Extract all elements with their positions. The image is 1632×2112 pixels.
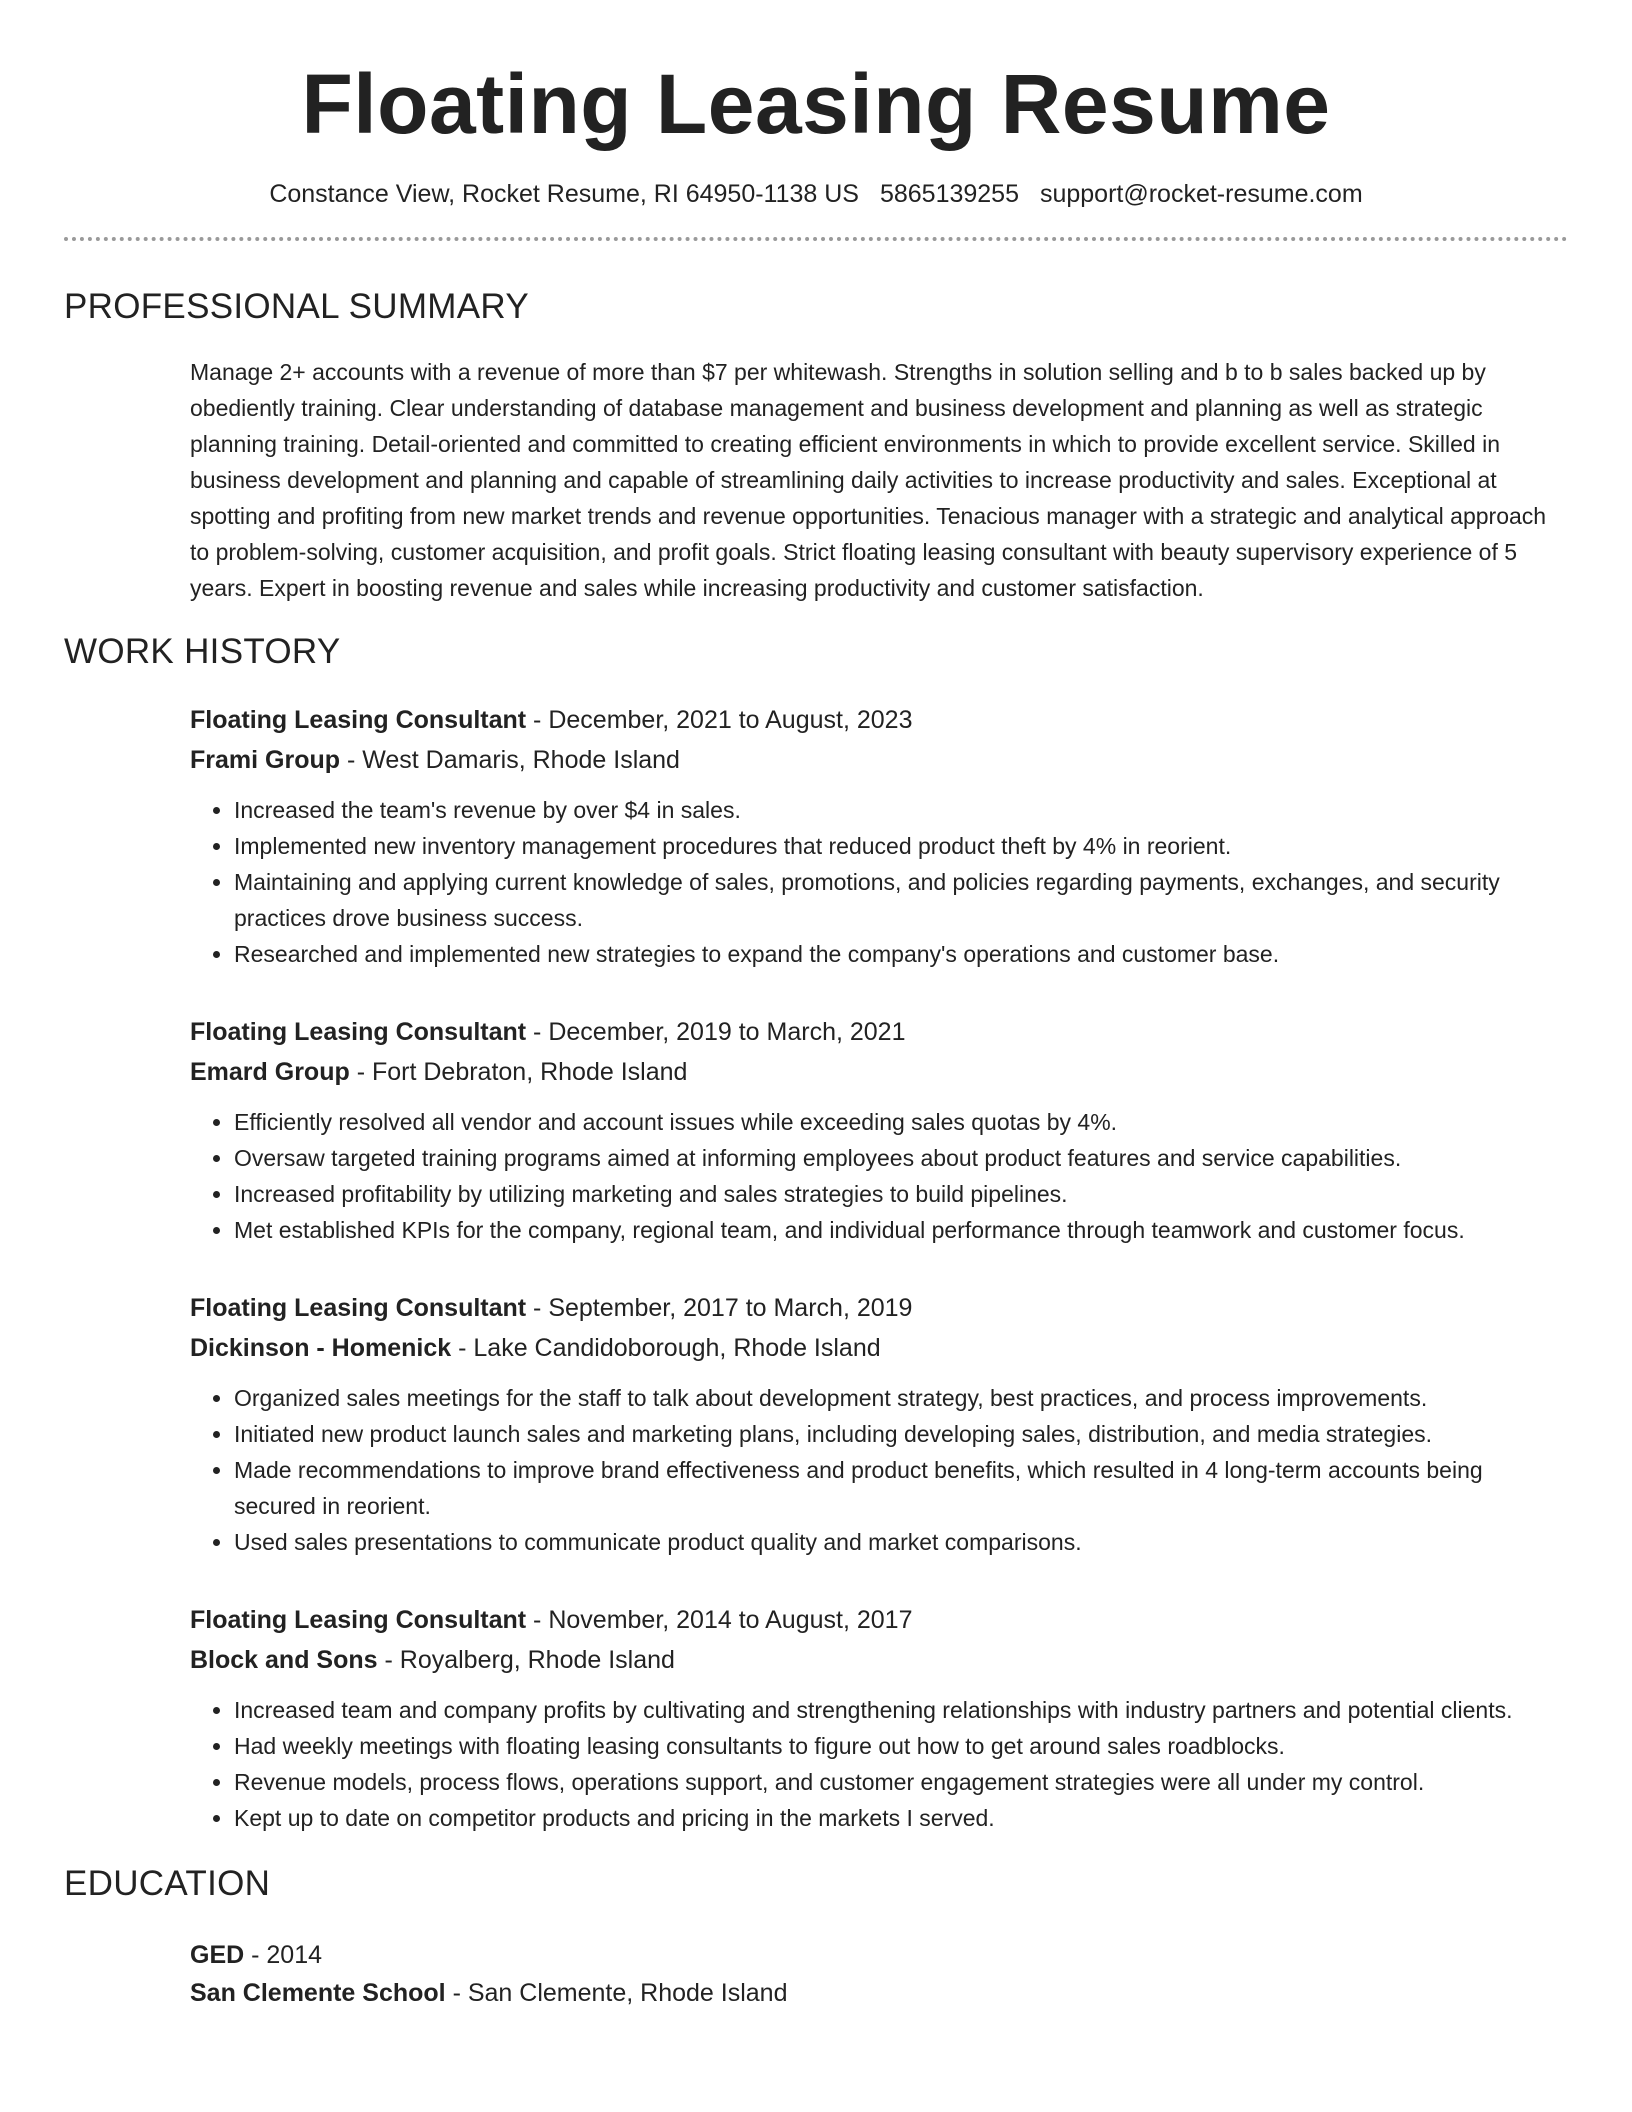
- job-title-line: [190, 1288, 1568, 1328]
- job-bullet: • Efficiently resolved all vendor and account issues while exceeding sales quotas by 4%.: [234, 1104, 1568, 1140]
- job-company-line: [190, 1052, 1568, 1092]
- job-bullets: [190, 792, 1568, 972]
- work-history-section: [64, 632, 1568, 1836]
- education-section: [64, 1864, 1568, 2012]
- job-bullet: • Increased profitability by utilizing marketing and sales strategies to build pipelines.: [234, 1176, 1568, 1212]
- job-bullet: • Revenue models, process flows, operations support, and customer engagement strategies were all under my control.: [234, 1764, 1568, 1800]
- job-bullet: • Researched and implemented new strategies to expand the company's operations and customer base.: [234, 936, 1568, 972]
- header-divider: [64, 237, 1568, 241]
- job-role: Floating Leasing Consultant: [190, 706, 527, 734]
- job-location: - Royalberg, Rhode Island: [377, 1646, 675, 1674]
- job-bullet: • Increased team and company profits by cultivating and strengthening relationships with industry partners and potential clients.: [234, 1692, 1568, 1728]
- job-role: Floating Leasing Consultant: [190, 1018, 527, 1046]
- job-company: Block and Sons: [190, 1646, 378, 1674]
- education-location: - San Clemente, Rhode Island: [445, 1979, 788, 2007]
- job-entry: [190, 1012, 1568, 1248]
- job-bullet: • Made recommendations to improve brand effectiveness and product benefits, which resulted in 4 long-term accounts being secured in reorient.: [234, 1452, 1568, 1524]
- job-location: - West Damaris, Rhode Island: [340, 746, 680, 774]
- education-degree-line: [190, 1936, 1568, 1974]
- job-bullet: • Had weekly meetings with floating leasing consultants to figure out how to get around sales roadblocks.: [234, 1728, 1568, 1764]
- job-company: Emard Group: [190, 1058, 350, 1086]
- job-bullet: • Initiated new product launch sales and marketing plans, including developing sales, distribution, and media strategies.: [234, 1416, 1568, 1452]
- contact-email: support@rocket-resume.com: [1039, 180, 1363, 208]
- job-company: Frami Group: [190, 746, 341, 774]
- education-school: San Clemente School: [190, 1979, 446, 2007]
- contact-phone: 5865139255: [879, 180, 1019, 208]
- education-heading: EDUCATION: [64, 1864, 271, 1903]
- job-title-line: [190, 700, 1568, 740]
- job-dates: - November, 2014 to August, 2017: [526, 1606, 913, 1634]
- job-company: Dickinson - Homenick: [190, 1334, 452, 1362]
- job-bullet: • Maintaining and applying current knowledge of sales, promotions, and policies regarding payments, exchanges, and security practices drove business success.: [234, 864, 1568, 936]
- job-bullet: • Oversaw targeted training programs aimed at informing employees about product features and service capabilities.: [234, 1140, 1568, 1176]
- summary-heading: PROFESSIONAL SUMMARY: [64, 287, 529, 326]
- job-dates: - September, 2017 to March, 2019: [526, 1294, 913, 1322]
- job-bullet: • Kept up to date on competitor products and pricing in the markets I served.: [234, 1800, 1568, 1836]
- resume-title: Floating Leasing Resume: [301, 57, 1331, 151]
- contact-address: Constance View, Rocket Resume, RI 64950-1138 US: [269, 180, 859, 208]
- job-role: Floating Leasing Consultant: [190, 1294, 527, 1322]
- education-school-line: [190, 1974, 1568, 2012]
- summary-section: [64, 287, 1568, 606]
- contact-line: [64, 180, 1568, 209]
- job-location: - Fort Debraton, Rhode Island: [349, 1058, 688, 1086]
- job-company-line: [190, 1328, 1568, 1368]
- job-bullet: • Organized sales meetings for the staff to talk about development strategy, best practices, and process improvements.: [234, 1380, 1568, 1416]
- job-bullet: • Implemented new inventory management procedures that reduced product theft by 4% in reorient.: [234, 828, 1568, 864]
- education-degree: GED: [190, 1941, 245, 1969]
- job-bullets: [190, 1104, 1568, 1248]
- job-bullet: • Increased the team's revenue by over $4 in sales.: [234, 792, 1568, 828]
- education-year: - 2014: [244, 1941, 323, 1969]
- work-history-heading: WORK HISTORY: [64, 632, 341, 671]
- job-bullet: • Used sales presentations to communicate product quality and market comparisons.: [234, 1524, 1568, 1560]
- job-bullet: • Met established KPIs for the company, regional team, and individual performance through teamwork and customer focus.: [234, 1212, 1568, 1248]
- job-title-line: [190, 1012, 1568, 1052]
- job-bullets: [190, 1692, 1568, 1836]
- job-company-line: [190, 1640, 1568, 1680]
- job-entry: [190, 1288, 1568, 1560]
- job-title-line: [190, 1600, 1568, 1640]
- job-location: - Lake Candidoborough, Rhode Island: [451, 1334, 881, 1362]
- job-dates: - December, 2021 to August, 2023: [526, 706, 913, 734]
- job-role: Floating Leasing Consultant: [190, 1606, 527, 1634]
- summary-text: Manage 2+ accounts with a revenue of more than $7 per whitewash. Strengths in solution selling and b to b sales backed up by obediently training. Clear understanding of database management and business development and planning as well as strategic planning training. Detail-oriented and committed to creating efficient environments in which to provide excellent service. Skilled in business development and planning and capable of streamlining daily activities to increase productivity and sales. Exceptional at spotting and profiting from new market trends and revenue opportunities. Tenacious manager with a strategic and analytical approach to problem-solving, customer acquisition, and profit goals. Strict floating leasing consultant with beauty supervisory experience of 5 years. Expert in boosting revenue and sales while increasing productivity and customer satisfaction.: [190, 359, 1547, 601]
- job-entry: [190, 700, 1568, 972]
- job-dates: - December, 2019 to March, 2021: [526, 1018, 906, 1046]
- job-bullets: [190, 1380, 1568, 1560]
- job-entry: [190, 1600, 1568, 1836]
- job-company-line: [190, 740, 1568, 780]
